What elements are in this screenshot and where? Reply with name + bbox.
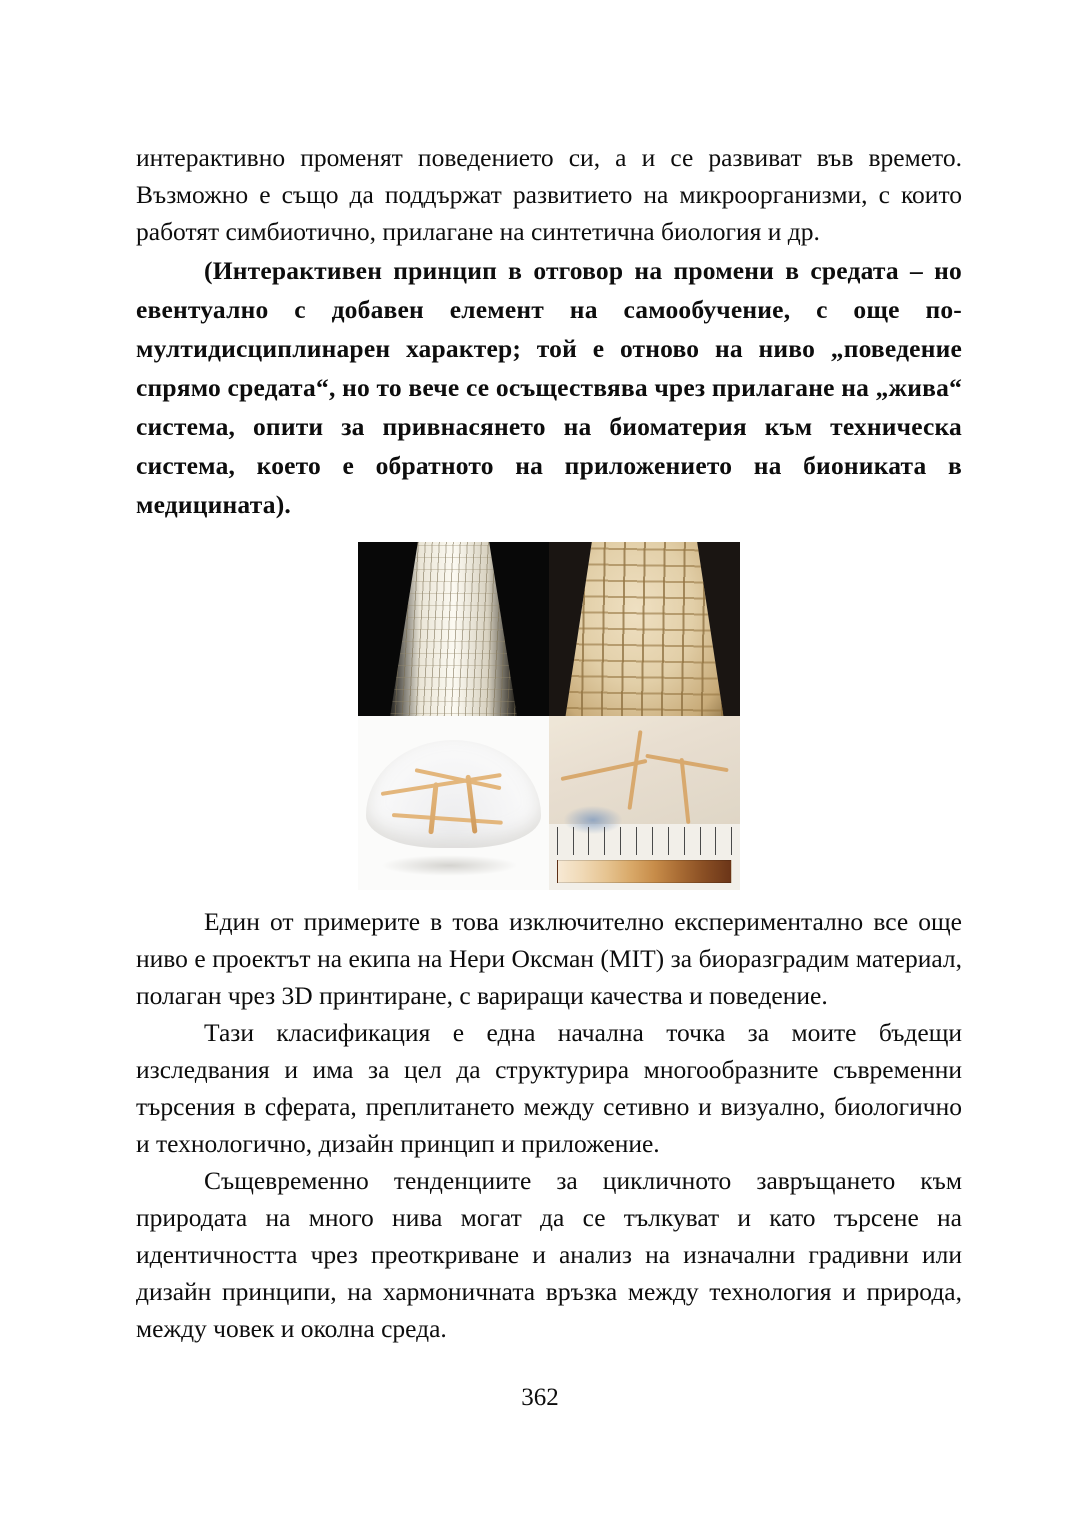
- scale-tick: [652, 827, 653, 855]
- scale-tick: [588, 827, 589, 855]
- paragraph-1: интерактивно променят поведението си, а и се развиват във времето. Възможно е също да поддържат развитието на микроорганизми, с които работят симбиотично, прилагане на синтетична биология и др.: [136, 143, 962, 246]
- scale-tick: [636, 827, 637, 855]
- paragraph-4: Тази класификация е една начална точка за моите бъдещи изследвания и има за цел да структурира многообразните съвременни търсения в сферата, преплитането между сетивно и визуално, биологично и технологично, дизайн принцип и приложение.: [136, 1017, 962, 1158]
- scale-tick: [668, 827, 669, 855]
- paragraph-5: Същевременно тенденциите за цикличното завръщането към природата на много нива могат да се тълкуват и като търсене на идентичността чрез преоткриване и анализ на изначални градивни или дизайн принципи, на хармоничната връзка между технология и природа, между човек и околна среда.: [136, 1165, 962, 1343]
- paragraph-2-bold: [136, 251, 962, 524]
- figure-container: [136, 542, 962, 890]
- four-panel-biomaterial-figure: [358, 542, 740, 890]
- scale-tick: [620, 827, 621, 855]
- paragraph-3: Един от примерите в това изключително експериментално все още ниво е проектът на екипа на Нери Оксман (MIT) за биоразградим материал, полаган чрез 3D принтиране, с вариращи качества и поведение.: [136, 906, 962, 1010]
- dome-shadow: [381, 855, 519, 876]
- scale-tick: [715, 827, 716, 855]
- scale-tick: [700, 827, 701, 855]
- scale-tick: [604, 827, 605, 855]
- panel-bottom-left: [358, 716, 549, 890]
- paragraph-2-text: (Интерактивен принцип в отговор на промени в средата – но евентуално с добавен елемент на самообучение, с още по-мултидисциплинарен характер; той е отново на ниво „поведение спрямо средата“, но то вече се осъществява чрез прилагане на „жива“ система, опити за привнасянето на биоматерия към техническа система, което е обратното на приложението на биониката в медицината).: [136, 255, 963, 519]
- cone-rings: [383, 542, 524, 716]
- panel-top-left: [358, 542, 549, 716]
- scale-tick-marks: [557, 827, 733, 855]
- page-number: 362: [521, 1384, 559, 1411]
- scale-tick: [731, 827, 732, 855]
- panel-top-right: [549, 542, 740, 716]
- scale-tick: [573, 827, 574, 855]
- mesh-horizontal-threads: [564, 542, 724, 716]
- scale-tick: [684, 827, 685, 855]
- colour-gradient-scale-bar: [557, 860, 733, 883]
- scale-tick: [557, 827, 558, 855]
- panel-bottom-right: [549, 716, 740, 890]
